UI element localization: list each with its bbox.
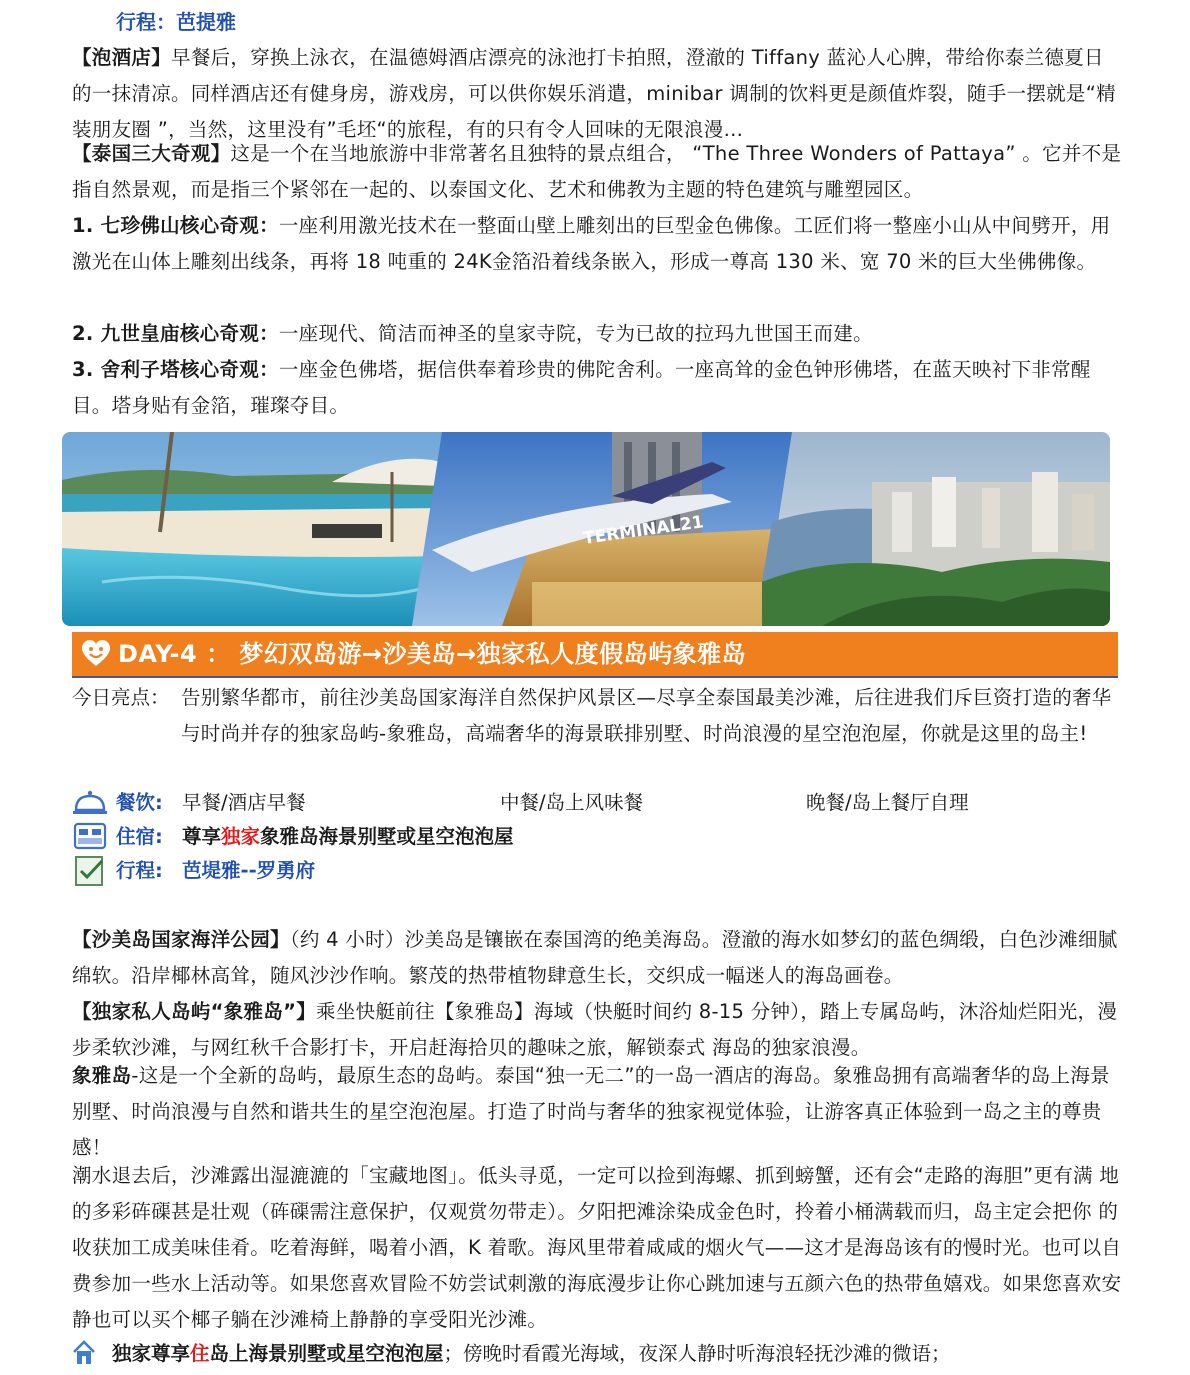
terminal21-photo xyxy=(412,432,792,626)
wonders-paragraph xyxy=(72,136,1122,208)
bottom-line xyxy=(72,1336,1122,1372)
meals-label: 餐饮: xyxy=(116,791,163,814)
meals-row xyxy=(72,786,1122,820)
wonder-item-2-label: 2. 九世皇庙核心奇观： xyxy=(72,322,279,345)
highlight-text: 告别繁华都市，前往沙美岛国家海洋自然保护风景区—尽享全泰国最美沙滩，后往进我们斥巨资打造的奢华与时尚并存的独家岛屿-象雅岛，高端奢华的海景联排别墅、时尚浪漫的星空泡泡屋，你就是这里的岛主! xyxy=(181,686,1112,745)
wonders-title: 【泰国三大奇观】 xyxy=(72,142,231,165)
checklist-icon xyxy=(72,854,108,886)
stay-label: 住宿: xyxy=(116,825,163,848)
wonder-item-3-label: 3. 舍利子塔核心奇观： xyxy=(72,358,279,381)
route-value: 芭堤雅--罗勇府 xyxy=(182,859,316,882)
terminal21-sign: TERMINAL21 xyxy=(581,512,705,549)
wonders-text: 这是一个在当地旅游中非常著名且独特的景点组合， “The Three Wonders of Pattaya” 。它并不是指自然景观，而是指三个紧邻在一起的、以泰国文化、艺术和佛教为主题的特色建筑与雕塑园区。 xyxy=(72,142,1122,201)
route-row xyxy=(72,854,1122,888)
stay-value-post: 象雅岛海景别墅或星空泡泡屋 xyxy=(260,825,514,848)
private-island-title: 【独家私人岛屿“象雅岛”】 xyxy=(72,1000,317,1023)
wonder-item-3-text: 一座金色佛塔，据信供奉着珍贵的佛陀舍利。一座高耸的金色钟形佛塔，在蓝天映衬下非常醒目。塔身贴有金箔，璀璨夺目。 xyxy=(72,358,1091,417)
bottom-text xyxy=(112,1336,951,1372)
samet-paragraph xyxy=(72,922,1122,994)
wonder-item-2 xyxy=(72,316,1122,352)
smiling-heart-icon xyxy=(80,638,112,670)
xiangya-title: 象雅岛 xyxy=(72,1064,132,1087)
photo-strip xyxy=(62,432,1110,626)
bottom-pre: 独家尊享 xyxy=(112,1342,191,1365)
bottom-post: 岛上海景别墅或星空泡泡屋 xyxy=(209,1342,444,1365)
food-cloche-icon xyxy=(72,786,108,818)
stay-row xyxy=(72,820,1122,854)
stay-value-exclusive: 独家 xyxy=(221,825,261,848)
private-island-text: 乘坐快艇前往【象雅岛】海域（快艇时间约 8-15 分钟），踏上专属岛屿，沐浴灿烂阳光，漫步柔软沙滩，与网红秋千合影打卡，开启赶海拾贝的趣味之旅，解锁泰式 海岛的独家浪漫。 xyxy=(72,1000,1118,1059)
tide-paragraph: 潮水退去后，沙滩露出湿漉漉的「宝藏地图」。低头寻觅，一定可以捡到海螺、抓到螃蟹，还有会“走路的海胆”更有满 地的多彩砗磲甚是壮观（砗磲需注意保护，仅观赏勿带走）。夕阳把滩涂染成金色时，拎着小桶满载而归，岛主定会把你 的收获加工成美味佳肴。吃着海鲜，喝着小酒，K 着歌。海风里带着咸咸的烟火气——这才是海岛该有的慢时光。也可以自费参加一些水上活动等。如果您喜欢冒险不妨尝试刺激的海底漫步让你心跳加速与五颜六色的热带鱼嬉戏。如果您喜欢安静也可以买个椰子躺在沙滩椅上静静的享受阳光沙滩。 xyxy=(72,1164,1122,1331)
day-4-title: DAY-4 ： 梦幻双岛游→沙美岛→独家私人度假岛屿象雅岛 xyxy=(118,640,747,668)
breakfast-text: 早餐/酒店早餐 xyxy=(182,791,306,814)
xiangya-paragraph xyxy=(72,1058,1122,1166)
bed-icon xyxy=(72,820,108,852)
bottom-desc: ；傍晚时看霞光海域，夜深人静时听海浪轻抚沙滩的微语； xyxy=(443,1342,951,1365)
pattaya-city-photo xyxy=(762,432,1110,626)
stay-value xyxy=(182,820,514,854)
wonder-item-1-text: 一座利用激光技术在一整面山壁上雕刻出的巨型金色佛像。工匠们将一整座小山从中间劈开，用激光在山体上雕刻出线条，再将 18 吨重的 24K金箔沿着线条嵌入，形成一尊高 130 米、宽 70 米的巨大坐佛佛像。 xyxy=(72,214,1111,273)
lunch-text: 中餐/岛上风味餐 xyxy=(500,791,644,814)
stay-value-pre: 尊享 xyxy=(182,825,222,848)
highlight-label: 今日亮点： xyxy=(72,686,170,709)
wonder-item-3 xyxy=(72,352,1122,424)
private-island-paragraph xyxy=(72,994,1122,1066)
hotel-text: 早餐后，穿换上泳衣，在温德姆酒店漂亮的泳池打卡拍照，澄澈的 Tiffany 蓝沁人心脾，带给你泰兰德夏日的一抹清凉。同样酒店还有健身房，游戏房，可以供你娱乐消遣，minibar 调制的饮料更是颜值炸裂，随手一摆就是“精装朋友圈 ”，当然，这里没有”毛坯“的旅程，有的只有令人回味的无限浪漫… xyxy=(72,46,1116,141)
wonder-item-1-label: 1. 七珍佛山核心奇观： xyxy=(72,214,279,237)
hotel-paragraph xyxy=(72,40,1122,148)
bottom-red: 住 xyxy=(190,1342,210,1365)
wonder-item-2-text: 一座现代、简洁而神圣的皇家寺院，专为已故的拉玛九世国王而建。 xyxy=(278,322,873,345)
samet-title: 【沙美岛国家海洋公园】 xyxy=(72,928,290,951)
wonder-item-1 xyxy=(72,208,1122,280)
home-icon xyxy=(72,1340,96,1366)
samet-text: （约 4 小时）沙美岛是镶嵌在泰国湾的绝美海岛。澄澈的海水如梦幻的蓝色绸缎，白色沙滩细腻绵软。沿岸椰林高耸，随风沙沙作响。繁茂的热带植物肆意生长，交织成一幅迷人的海岛画卷。 xyxy=(72,928,1118,987)
day-4-banner xyxy=(72,632,1118,678)
xiangya-text: -这是一个全新的岛屿，最原生态的岛屿。泰国“独一无二”的一岛一酒店的海岛。象雅岛拥有高端奢华的岛上海景别墅、时尚浪漫与自然和谐共生的星空泡泡屋。打造了时尚与奢华的独家视觉体验，让游客真正体验到一岛之主的尊贵感！ xyxy=(72,1064,1110,1159)
top-route-heading: 行程：芭提雅 xyxy=(116,10,236,34)
route-label: 行程: xyxy=(116,859,163,882)
beach-pool-photo xyxy=(62,432,442,626)
dinner-text: 晚餐/岛上餐厅自理 xyxy=(806,791,969,814)
hotel-title: 【泡酒店】 xyxy=(72,46,172,69)
